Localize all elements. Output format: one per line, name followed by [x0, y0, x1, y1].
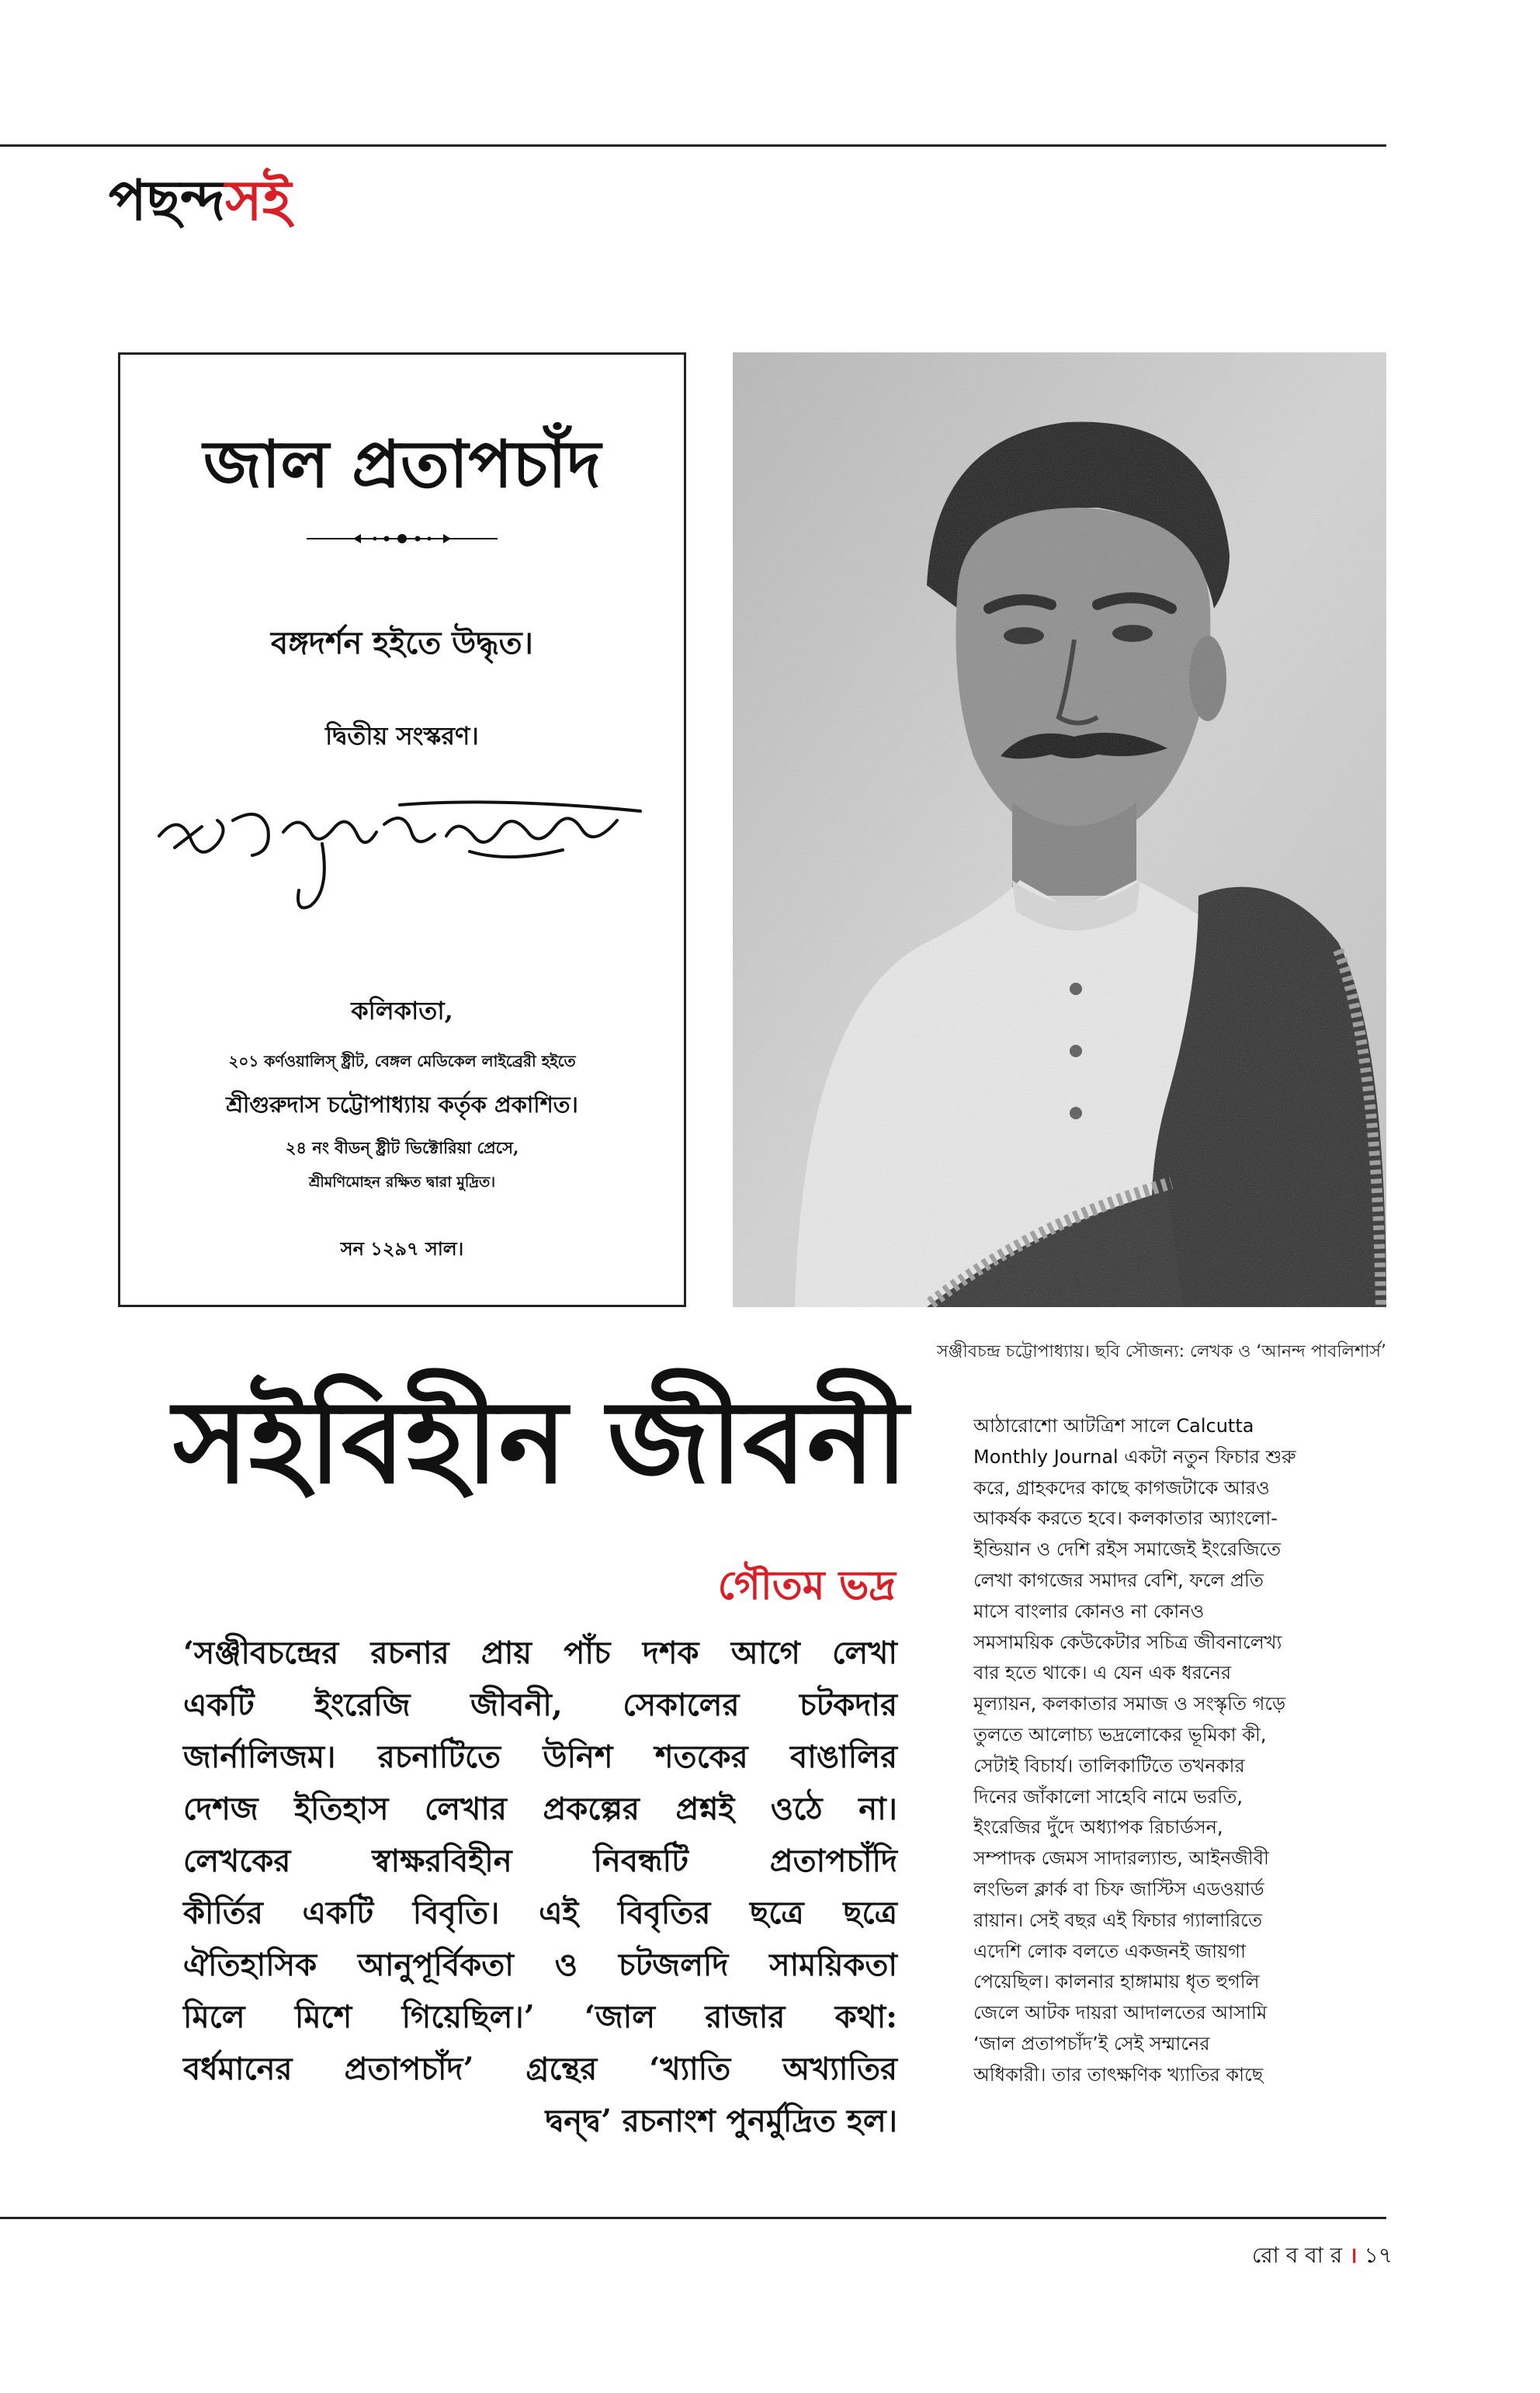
- lead-paragraph: [183, 1627, 897, 2147]
- body-line: সমসাময়িক কেউকেটার সচিত্র জীবনালেখ্য: [973, 1631, 1282, 1653]
- body-line: দিনের জাঁকালো সাহেবি নামে ভরতি,: [973, 1785, 1243, 1808]
- section-title: [109, 158, 291, 251]
- lead-line: দেশজ ইতিহাস লেখার প্রকল্পের প্রশ্নই ওঠে না।: [183, 1791, 897, 1827]
- lead-line: ‘সঞ্জীবচন্দ্রের রচনার প্রায় পাঁচ দশক আগে লেখা: [183, 1635, 897, 1671]
- body-column: [973, 1411, 1361, 2091]
- lead-line: কীর্তির একটি বিবৃতি। এই বিবৃতির ছত্রে ছত্রে: [183, 1895, 897, 1931]
- facsimile-edition: দ্বিতীয় সংস্করণ।: [325, 721, 479, 751]
- body-line: এদেশি লোক বলতে একজনই জায়গা: [973, 1940, 1246, 1962]
- body-line: ইন্ডিয়ান ও দেশি রইস সমাজেই ইংরেজিতে: [973, 1538, 1282, 1561]
- lead-line: একটি ইংরেজি জীবনী, সেকালের চটকদার: [183, 1687, 897, 1723]
- body-line: সম্পাদক জেমস সাদারল্যান্ড, আইনজীবী: [973, 1847, 1269, 1870]
- lead-line: লেখকের স্বাক্ষরবিহীন নিবন্ধটি প্রতাপচাঁদি: [183, 1843, 897, 1879]
- page-footer: [1252, 2239, 1393, 2275]
- facsimile-address: ২০১ কর্ণওয়ালিস্ ষ্ট্রীট, বেঙ্গল মেডিকেল লাইব্রেরী হইতে: [228, 1052, 576, 1070]
- lead-line: দ্বন্দ্ব’ রচনাংশ পুনর্মুদ্রিত হল।: [545, 2103, 897, 2139]
- ornament-divider: [307, 530, 498, 547]
- page-number: ১৭: [1364, 2242, 1393, 2268]
- facsimile-title: জাল প্রতাপচাঁদ: [203, 425, 602, 502]
- headline: সইবিহীন জীবনী: [172, 1374, 908, 1509]
- body-line: লেখা কাগজের সমাদর বেশি, ফলে প্রতি: [973, 1569, 1264, 1591]
- facsimile-city: কলিকাতা,: [351, 996, 453, 1025]
- body-line: পেয়েছিল। কালনার হাঙ্গামায় ধৃত হুগলি: [973, 1971, 1260, 1993]
- lead-line: জার্নালিজম। রচনাটিতে উনিশ শতকের বাঙালির: [183, 1739, 897, 1775]
- facsimile-source: বঙ্গদর্শন হইতে উদ্ধৃত।: [271, 625, 533, 661]
- body-line: মূল্যায়ন, কলকাতার সমাজ ও সংস্কৃতি গড়ে: [973, 1693, 1286, 1715]
- lead-line: মিলে মিশে গিয়েছিল।’ ‘জাল রাজার কথা:: [183, 1999, 897, 2035]
- footer-separator: ।: [1349, 2242, 1358, 2268]
- bottom-rule: [0, 2217, 1386, 2219]
- facsimile-press: ২৪ নং বীডন্ ষ্ট্রীট ভিক্টোরিয়া প্রেসে,: [285, 1138, 519, 1157]
- body-line: সেটাই বিচার্য। তালিকাটিতে তখনকার: [973, 1754, 1245, 1777]
- facsimile-publisher: শ্রীগুরুদাস চট্টোপাধ্যায় কর্তৃক প্রকাশিত।: [226, 1091, 578, 1118]
- body-line: ইংরেজির দুঁদে অধ্যাপক রিচার্ডসন,: [973, 1816, 1223, 1839]
- photo-caption: সঞ্জীবচন্দ্র চট্টোপাধ্যায়। ছবি সৌজন্য: লেখক ও ‘আনন্দ পাবলিশার্স’: [937, 1342, 1386, 1361]
- magazine-name: রো ব বা র: [1251, 2242, 1343, 2268]
- body-line: মাসে বাংলার কোনও না কোনও: [973, 1600, 1205, 1622]
- author-byline: গৌতম ভদ্র: [717, 1562, 896, 1609]
- facsimile-printer: শ্রীমণিমোহন রক্ষিত দ্বারা মুদ্রিত।: [308, 1174, 496, 1191]
- body-line: করে, গ্রাহকদের কাছে কাগজটাকে আরও: [973, 1476, 1270, 1499]
- body-line: জেলে আটক দায়রা আদালতের আসামি: [973, 2002, 1268, 2024]
- body-line: Monthly Journal একটা নতুন ফিচার শুরু: [973, 1445, 1296, 1468]
- section-title-black: পছন্দ: [109, 167, 226, 233]
- body-line: আকর্ষক করতে হবে। কলকাতার অ্যাংলো-: [973, 1507, 1278, 1530]
- body-line: তুলতে আলোচ্য ভদ্রলোকের ভূমিকা কী,: [973, 1723, 1267, 1746]
- section-title-red: সই: [225, 167, 292, 233]
- portrait-photo: [733, 352, 1386, 1307]
- title-page-facsimile: [118, 352, 686, 1307]
- body-line: আঠারোশো আটত্রিশ সালে Calcutta: [973, 1415, 1254, 1437]
- body-line: ‘জাল প্রতাপচাঁদ’ই সেই সম্মানের: [973, 2032, 1210, 2055]
- facsimile-year: সন ১২৯৭ সাল।: [340, 1237, 464, 1260]
- body-line: অধিকারী। তার তাৎক্ষণিক খ্যাতির কাছে: [973, 2063, 1264, 2086]
- body-line: রায়ান। সেই বছর এই ফিচার গ্যালারিতে: [973, 1909, 1262, 1931]
- body-line: লংভিল ক্লার্ক বা চিফ জাস্টিস এডওয়ার্ড: [973, 1878, 1264, 1900]
- body-line: বার হতে থাকে। এ যেন এক ধরনের: [973, 1662, 1232, 1684]
- handwritten-signature: [144, 789, 656, 921]
- lead-line: বর্ধমানের প্রতাপচাঁদ’ গ্রন্থের ‘খ্যাতি অখ্যাতির: [183, 2051, 897, 2087]
- lead-line: ঐতিহাসিক আনুপূর্বিকতা ও চটজলদি সাময়িকতা: [183, 1947, 897, 1983]
- top-rule: [0, 144, 1386, 147]
